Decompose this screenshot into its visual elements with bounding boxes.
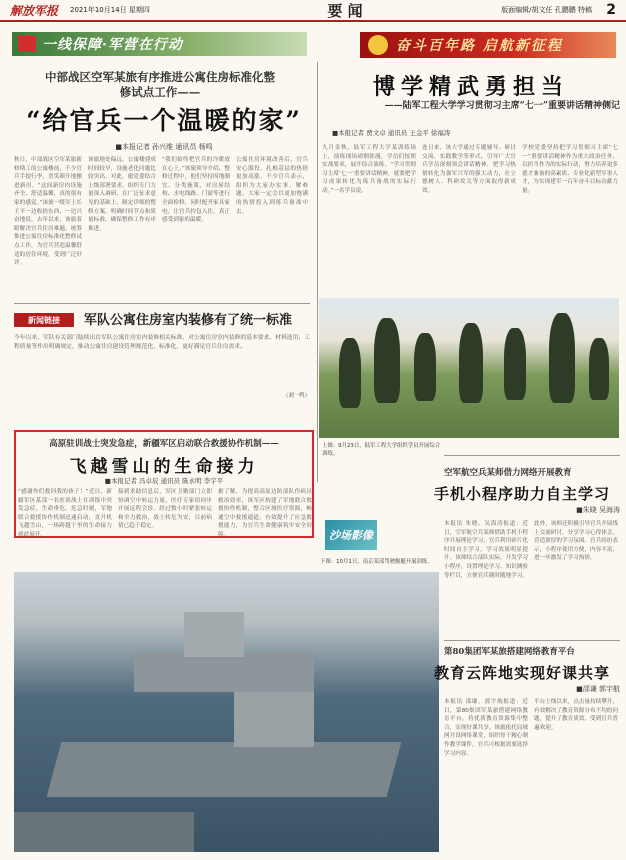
article3-col1: 九月金秋，陆军工程大学某训练场上，演练现场硝烟弥漫，学员们按照实战要求，展开综合演练。“学习贯彻习主席‘七一’重要讲话精神，就要把学习成果转化为练兵备战的实际行动。”一名学员说。 <box>322 145 416 194</box>
page-number: 2 <box>606 2 616 18</box>
photo-soldiers-caption: 上图：9月23日，陆军工程大学组织学员开展综合训练。 <box>322 443 441 458</box>
article1-col4: 公寓住房环境改善后，官兵安心服役、扎根基层的热情更加高涨。不少官兵表示，组织为大家办实事、解难题，大家一定会以更加饱满的热情投入到练兵备战中去。 <box>236 157 308 215</box>
section-title: 要 闻 <box>327 1 363 20</box>
news-link-body: 今年以来，军队有关部门陆续出台军队公寓住房室内装修相关标准，对公寓住房室内装修的基本要求、材料选用、工程质量等作出明确规定，推动公寓住房建设管理规范化、标准化，更好满足官兵住房需求。 <box>14 335 310 350</box>
column-banner-right <box>360 32 616 58</box>
article3-title: 博学精武勇担当 <box>372 74 569 100</box>
article1-byline: ■本报记者 孙兴维 通讯员 杨鸣 <box>115 143 213 151</box>
article3-subtitle: ——陆军工程大学学习贯彻习主席“七一”重要讲话精神侧记 <box>384 101 620 111</box>
article2-title: 飞越雪山的生命接力 <box>69 457 259 477</box>
flag-icon <box>18 36 36 52</box>
article5-kicker: 第80集团军某旅搭建网络教育平台 <box>444 647 575 657</box>
photo-warships <box>14 572 439 852</box>
divider <box>444 455 620 456</box>
article4-col1: 本报讯 朱晓、吴海涛报道：近日，空军航空兵某师借助手机小程序开展理论学习，官兵利用碎片化时间自主学习，学习效果明显提升。该师结合部队实际，开发学习小程序，设置理论学习、知识测验等栏目，方便官兵随时随地学习。 <box>444 521 528 579</box>
column-banner-left <box>12 32 307 56</box>
article5-title: 教育云阵地实现好课共享 <box>433 664 610 682</box>
article5-byline: ■邵谦 郭宇航 <box>576 685 620 693</box>
article4-col2: 此外，该师还积极引导官兵开展线上交流研讨，分享学习心得体会，营造浓厚的学习氛围。官兵纷纷表示，小程序使用方便，内容丰富，进一步激发了学习热情。 <box>534 521 618 562</box>
article1-col3: “我们始终把官兵的冷暖放在心上。”该旅领导介绍，整修过程中，他们坚持因地制宜、分类施策，对房屋结构、水电线路、门窗等进行全面检修，同时配齐家具家电，让官兵拎包入住，真正感受到家的温暖。 <box>162 157 230 224</box>
photo-soldiers-running <box>319 298 619 438</box>
article5-col2: 平台上线以来，点击量持续攀升，有效解决了教育资源分布不均的问题，提升了教育质效，受到官兵普遍欢迎。 <box>534 699 618 731</box>
news-link-tag: 新闻链接 <box>14 313 74 327</box>
article3-col3: 学校党委坚持把学习贯彻习主席“七一”重要讲话精神作为重大政治任务，以担当作为的实际行动，努力培养更多德才兼备的高素质、专业化新型军事人才，为实现建军一百年奋斗目标贡献力量。 <box>522 145 618 194</box>
party-emblem-icon <box>368 35 388 55</box>
article3-byline: ■本报记者 贾文卓 通讯员 王金平 徐福涛 <box>332 129 451 137</box>
article3-col2: 连日来，该大学通过专题辅导、研讨交流、实践教学等形式，引导广大官兵学员深刻领会讲话精神，把学习热情转化为强军兴军的强大动力，在立德树人、科研攻关等方面取得新成效。 <box>422 145 516 194</box>
divider <box>444 640 620 641</box>
article4-title: 手机小程序助力自主学习 <box>433 485 610 503</box>
banner-right-label: 奋斗百年路 启航新征程 <box>396 38 563 54</box>
article1-col1: 秋日，中部战区空军某旅新修缮工的公寓楼前，不少官兵手提行李，喜笑颜开地搬进新房。“这间新房内设施齐全、舒适温馨，真的很有家的感觉。”该旅一级军士长王平一边收拾东西，一边兴奋地说。去年以来，该旅着眼解决官兵住房难题，统筹推进公寓住房标准化整修试点工作，为官兵营造温馨舒适的居住环境，受到广泛好评。 <box>14 157 82 267</box>
news-link-title: 军队公寓住房室内装修有了统一标准 <box>84 313 293 328</box>
article1-title: “给官兵一个温暖的家” <box>26 106 302 135</box>
article4-byline: ■朱晓 吴海涛 <box>576 506 620 514</box>
column-divider <box>317 62 318 482</box>
article2-col1: “感谢你们救回我的孩子！”近日，新疆军区某部一名驻训战士在训练中突发急症，生命垂危。危急时刻，军地联合救援协作机制迅速启动，直升机飞越雪山，一场跨越千里的生命接力就此展开。 <box>18 489 112 538</box>
ships-caption: 下图：10月1日，南京某部驾驶舰艇开展训练。 <box>320 559 433 565</box>
article4-kicker: 空军航空兵某师借力网络开展教育 <box>444 468 572 478</box>
article2-byline: ■本报记者 冯卓辰 通讯员 陈永明 李宇平 <box>104 477 224 485</box>
issue-date: 2021年10月14日 星期四 <box>70 6 150 14</box>
news-link-note: （刘一鸣） <box>283 393 310 399</box>
article2-col2: 接到求助信息后，军区卫勤部门立即协调空中转运力量，医疗专家组同步开展远程会诊。经过数小时紧张转运和全力救治，战士转危为安，目前病情已趋于稳定。 <box>118 489 212 530</box>
masthead <box>0 0 626 22</box>
banner-left-label: 一线保障·军营在行动 <box>42 37 183 53</box>
newspaper-logo: 解放军报 <box>10 3 59 18</box>
divider <box>14 303 310 304</box>
page-editors: 版面编辑/胡文任 孔鹏鹏 特稿 <box>501 6 592 14</box>
photo-column-badge: 沙场影像 <box>325 520 377 550</box>
article2-kicker: 高原驻训战士突发急症，新疆军区启动联合救援协作机制—— <box>49 439 279 449</box>
article1-col2: 该旅地处偏远，公寓楼建成时间较早，设施老化问题比较突出。对此，旅党委结合上级部署要求，组织专门力量深入调研，在广泛征求意见的基础上，制定详细的整修方案，明确时间节点和质量标准，确保整修工作有序推进。 <box>88 157 156 232</box>
article5-col1: 本报讯 邵谦、郭宇航报道：近日，第80集团军某旅搭建网络教育平台，将优质教育资源集中整合，实现好课共享。该旅依托局域网开设网络课堂，组织骨干精心制作教学课件，官兵可根据需要选择学习内容。 <box>444 699 528 757</box>
article1-kicker: 中部战区空军某旅有序推进公寓住房标准化整修试点工作—— <box>45 70 275 99</box>
article2-col3: 据了解，为提高高原边防部队伤病员救治效率，该军区构建了军地联合救援协作机制，整合区域医疗资源，畅通空中救援通道，有效提升了应急救援能力，为官兵生命健康筑牢安全屏障。 <box>218 489 312 538</box>
